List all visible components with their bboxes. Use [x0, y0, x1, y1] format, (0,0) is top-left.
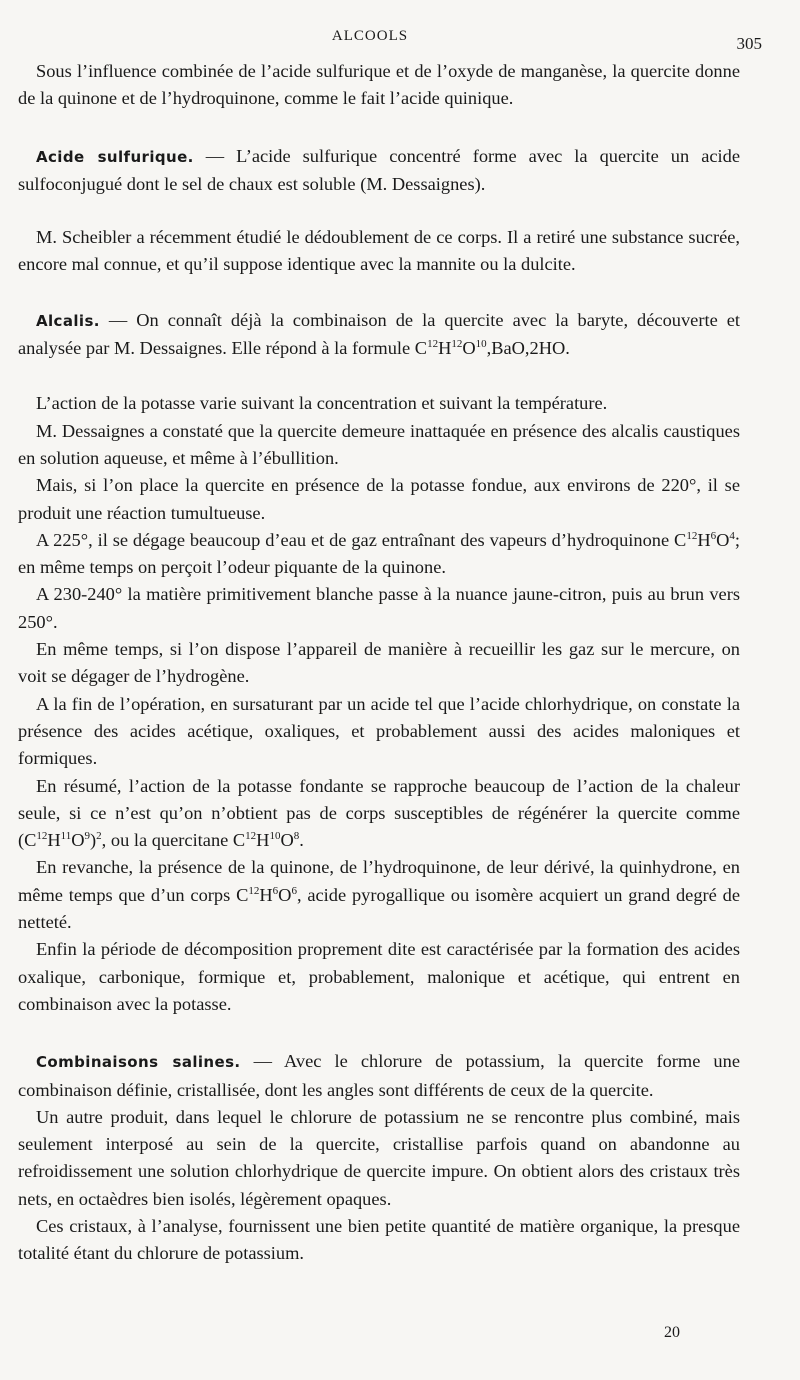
section-text: — L’acide sulfurique concentré forme avec la quercite un acide sulfoconjugué dont le sel de chaux est soluble (M. Dessaignes). — [18, 145, 740, 194]
section-heading: Acide sulfurique. — [36, 147, 194, 166]
section-heading: Alcalis. — [36, 311, 100, 330]
paragraph: Sous l’influence combinée de l’acide sulfurique et de l’oxyde de manganèse, la quercite donne de la quinone et de l’hydroquinone, comme le fait l’acide quinique. — [18, 61, 740, 109]
formula-text: . — [299, 830, 304, 851]
running-head — [0, 24, 800, 53]
formula-sup: 6 — [272, 884, 279, 897]
paragraph: L’action de la potasse varie suivant la concentration et suivant la température. — [36, 393, 608, 414]
page-number: 305 — [736, 34, 762, 53]
formula-sup: 9 — [84, 830, 91, 842]
formula-text: ; en même temps on perçoit l’odeur piquante de la quinone. — [18, 529, 740, 578]
formula-sup: 12 — [686, 529, 698, 542]
paragraph-formula — [18, 527, 740, 582]
formula-sup: 10 — [475, 337, 487, 350]
formula-text: , acide pyrogallique ou isomère acquiert un grand degré de netteté. — [18, 884, 741, 933]
formula-text: H — [47, 830, 61, 851]
paragraph-formula — [18, 854, 740, 936]
formula-text: , ou la quercitane C — [101, 830, 246, 851]
formula-sup: 10 — [269, 830, 281, 842]
formula-text: O — [278, 884, 292, 905]
formula-text: — On connaît déjà la combinaison de la quercite avec la baryte, découverte et analysée par M. Dessaignes. Elle répond à la formule C — [18, 309, 740, 359]
paragraph: Ces cristaux, à l’analyse, fournissent une bien petite quantité de matière organique, la presque totalité étant du chlorure de potassium. — [18, 1215, 740, 1264]
formula-text: H — [256, 830, 270, 851]
paragraph: Mais, si l’on place la quercite en présence de la potasse fondue, aux environs de 220°, il se produit une réaction tumultueuse. — [18, 475, 740, 523]
formula-text: O — [462, 338, 476, 359]
paragraph: M. Scheibler a récemment étudié le dédoublement de ce corps. Il a retiré une substance sucrée, encore mal connue, et qu’il suppose identique avec la mannite ou la dulcite. — [18, 227, 740, 275]
formula-text: A 225°, il se dégage beaucoup d’eau et de gaz entraînant des vapeurs d’hydroquinone C — [36, 529, 687, 550]
formula-sup: 12 — [248, 884, 260, 897]
paragraph: Enfin la période de décomposition proprement dite est caractérisée par la formation des acides oxalique, carbonique, formique et, probablement, malonique et acétique, qui entrent en combinaison avec la potasse. — [18, 939, 740, 1014]
signature-number: 20 — [664, 1324, 680, 1341]
body-text — [18, 58, 740, 1268]
formula-sup: 2 — [96, 830, 102, 842]
formula-text: ,BaO,2HO. — [486, 338, 570, 359]
paragraph: M. Dessaignes a constaté que la quercite demeure inattaquée en présence des alcalis caustiques en solution aqueuse, et même à l’ébullition. — [18, 420, 740, 468]
formula-sup: 12 — [427, 337, 439, 350]
formula-text: En revanche, la présence de la quinone, de l’hydroquinone, de leur dérivé, la quinhydrone, en même temps que d’un corps C — [18, 857, 740, 905]
formula-text: ) — [90, 830, 97, 851]
formula-text: O — [716, 529, 730, 550]
running-title: ALCOOLS — [331, 28, 409, 44]
paragraph: A la fin de l’opération, en sursaturant par un acide tel que l’acide chlorhydrique, on constate la présence des acides acétique, oxaliques, et probablement aussi des acides maloniques et formiques. — [18, 693, 740, 769]
section-acide-sulfurique — [18, 143, 740, 199]
formula-sup: 8 — [293, 830, 300, 842]
section-alcalis — [18, 307, 740, 363]
formula-sup: 4 — [729, 529, 735, 542]
formula-text: En résumé, l’action de la potasse fondante se rapproche beaucoup de l’action de la chaleur seule, si ce n’est qu’on n’obtient pas de corps susceptibles de régénérer la quercite comme (C — [18, 775, 740, 851]
section-heading: Combinaisons salines. — [36, 1053, 241, 1072]
formula-text: H — [259, 884, 273, 905]
paragraph: En même temps, si l’on dispose l’appareil de manière à recueillir les gaz sur le mercure, on voit se dégager de l’hydrogène. — [18, 639, 740, 687]
section-combinaisons-salines — [18, 1048, 740, 1104]
formula-text: O — [71, 830, 85, 851]
section-text: — Avec le chlorure de potassium, la quercite forme une combinaison définie, cristallisée, dont les angles sont différents de ceux de la quercite. — [18, 1051, 740, 1100]
formula-sup: 6 — [710, 529, 717, 542]
signature-mark — [0, 1322, 800, 1342]
formula-sup: 12 — [36, 830, 48, 842]
formula-text: O — [280, 830, 294, 851]
paragraph-formula — [18, 773, 740, 855]
formula-sup: 12 — [451, 337, 463, 350]
formula-sup: 11 — [60, 830, 72, 842]
paragraph: Un autre produit, dans lequel le chlorure de potassium ne se rencontre plus combiné, mais seulement interposé au sein de la quercite, cristallise parfois quand on abandonne au refroidissement une solution chlorhydrique de quercite impure. On obtient alors des cristaux très nets, en octaèdres bien isolés, légèrement opaques. — [18, 1106, 740, 1209]
formula-sup: 6 — [291, 884, 297, 897]
formula-text: H — [697, 529, 711, 550]
formula-sup: 12 — [245, 830, 257, 842]
paragraph: A 230-240° la matière primitivement blanche passe à la nuance jaune-citron, puis au brun vers 250°. — [18, 584, 740, 632]
formula-text: H — [438, 338, 452, 359]
